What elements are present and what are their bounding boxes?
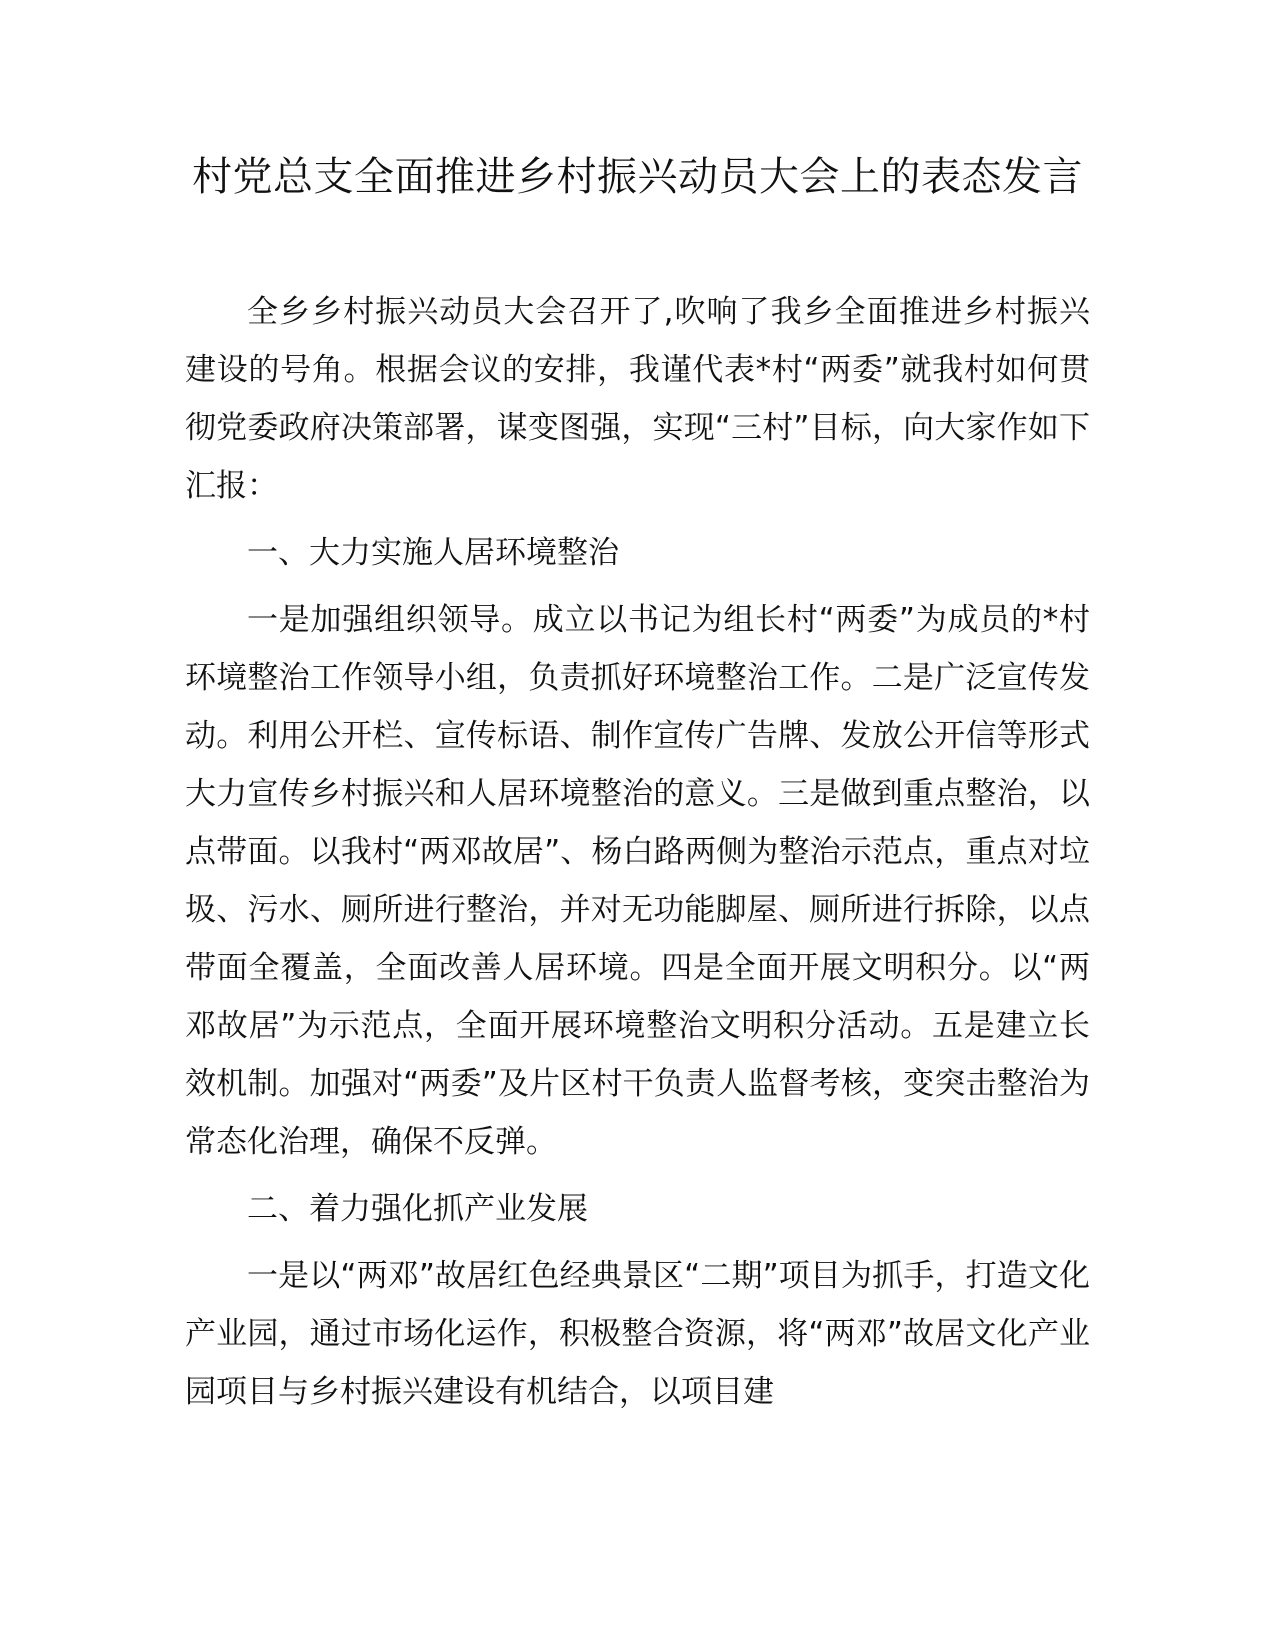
section-1-paragraph: 一是加强组织领导。成立以书记为组长村“两委”为成员的*村环境整治工作领导小组，负责抓好环境整治工作。二是广泛宣传发动。利用公开栏、宣传标语、制作宣传广告牌、发放公开信等形式大力宣传乡村振兴和人居环境整治的意义。三是做到重点整治，以点带面。以我村“两邓故居”、杨白路两侧为整治示范点，重点对垃圾、污水、厕所进行整治，并对无功能脚屋、厕所进行拆除，以点带面全覆盖，全面改善人居环境。四是全面开展文明积分。以“两邓故居”为示范点，全面开展环境整治文明积分活动。五是建立长效机制。加强对“两委”及片区村干负责人监督考核，变突击整治为常态化治理，确保不反弹。 — [185, 602, 1090, 1160]
section-2-paragraph: 一是以“两邓”故居红色经典景区“二期”项目为抓手，打造文化产业园，通过市场化运作，积极整合资源，将“两邓”故居文化产业园项目与乡村振兴建设有机结合，以项目建 — [185, 1258, 1090, 1410]
section-heading-1: 一、大力实施人居环境整治 — [247, 535, 619, 571]
document-body — [185, 283, 1090, 1430]
intro-paragraph: 全乡乡村振兴动员大会召开了,吹响了我乡全面推进乡村振兴建设的号角。根据会议的安排，我谨代表*村“两委”就我村如何贯彻党委政府决策部署，谋变图强，实现“三村”目标，向大家作如下汇报： — [185, 294, 1090, 504]
section-heading-2: 二、着力强化抓产业发展 — [247, 1191, 588, 1227]
document-title: 村党总支全面推进乡村振兴动员大会上的表态发言 — [192, 154, 1083, 200]
